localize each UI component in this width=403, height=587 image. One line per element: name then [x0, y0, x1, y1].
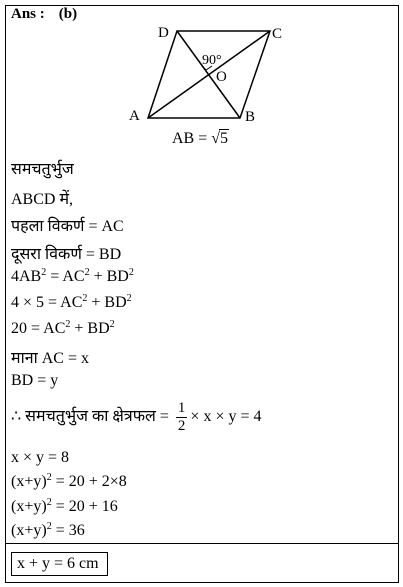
eq1-part-c: + BD	[89, 268, 129, 285]
area-suffix: × x × y = 4	[190, 408, 262, 426]
diagonal-bd	[177, 31, 240, 118]
eq1-sup-1: 2	[41, 267, 47, 278]
ans-option: (b)	[58, 6, 78, 22]
equation-8	[11, 498, 118, 516]
text-line-1: समचतुर्भुज	[11, 161, 74, 178]
equation-2	[11, 294, 132, 312]
label-d: D	[158, 25, 169, 41]
sqrt-symbol: √	[211, 130, 221, 147]
eq7-part-a: (x+y)	[11, 473, 47, 490]
eq3-sup-2: 2	[109, 319, 115, 330]
eq2-sup-1: 2	[82, 293, 88, 304]
eq9-part-b: = 36	[51, 522, 85, 539]
fraction-denominator: 2	[177, 418, 186, 434]
eq7-sup: 2	[46, 472, 52, 483]
eq3-part-a: 20 = AC	[11, 320, 66, 337]
label-o: O	[216, 69, 227, 85]
eq1-sup-2: 2	[84, 267, 90, 278]
eq9-sup: 2	[46, 521, 52, 532]
equation-4: माना AC = x	[11, 350, 89, 367]
eq8-part-b: = 20 + 16	[51, 498, 118, 515]
text-line-3: पहला विकर्ण = AC	[11, 218, 124, 235]
eq3-part-b: + BD	[70, 320, 110, 337]
eq2-sup-2: 2	[126, 293, 132, 304]
eq7-part-b: = 20 + 2×8	[51, 473, 127, 490]
eq2-part-b: + BD	[87, 294, 127, 311]
eq8-part-a: (x+y)	[11, 498, 47, 515]
equation-6: x × y = 8	[11, 449, 70, 466]
eq2-part-a: 4 × 5 = AC	[11, 294, 83, 311]
caption-radicand: 5	[220, 130, 229, 147]
equation-3	[11, 320, 115, 338]
angle-label: 90°	[202, 53, 222, 68]
equation-1	[11, 268, 134, 286]
equation-7	[11, 473, 127, 491]
eq9-part-a: (x+y)	[11, 522, 47, 539]
text-line-2: ABCD में,	[11, 191, 74, 208]
eq1-part-b: = AC	[46, 268, 85, 285]
fraction-numerator: 1	[177, 400, 186, 416]
text-line-4: दूसरा विकर्ण = BD	[11, 246, 122, 263]
final-answer-box: x + y = 6 cm	[11, 552, 108, 576]
rhombus-figure	[120, 18, 300, 128]
area-equation	[11, 400, 262, 435]
label-c: C	[272, 26, 283, 42]
equation-9	[11, 522, 85, 540]
eq3-sup-1: 2	[65, 319, 71, 330]
eq1-part-a: 4AB	[11, 268, 42, 285]
area-prefix: ∴ समचतुर्भुज का क्षेत्रफल =	[11, 408, 169, 426]
side-caption	[172, 130, 229, 148]
caption-prefix: AB =	[172, 130, 208, 147]
equation-5: BD = y	[11, 372, 59, 389]
answer-divider	[5, 543, 399, 544]
label-b: B	[245, 109, 256, 125]
eq1-sup-3: 2	[128, 267, 134, 278]
half-fraction	[176, 400, 188, 435]
eq8-sup: 2	[46, 497, 52, 508]
answer-header	[11, 6, 77, 23]
ans-label: Ans :	[11, 6, 45, 22]
label-a: A	[129, 108, 140, 124]
